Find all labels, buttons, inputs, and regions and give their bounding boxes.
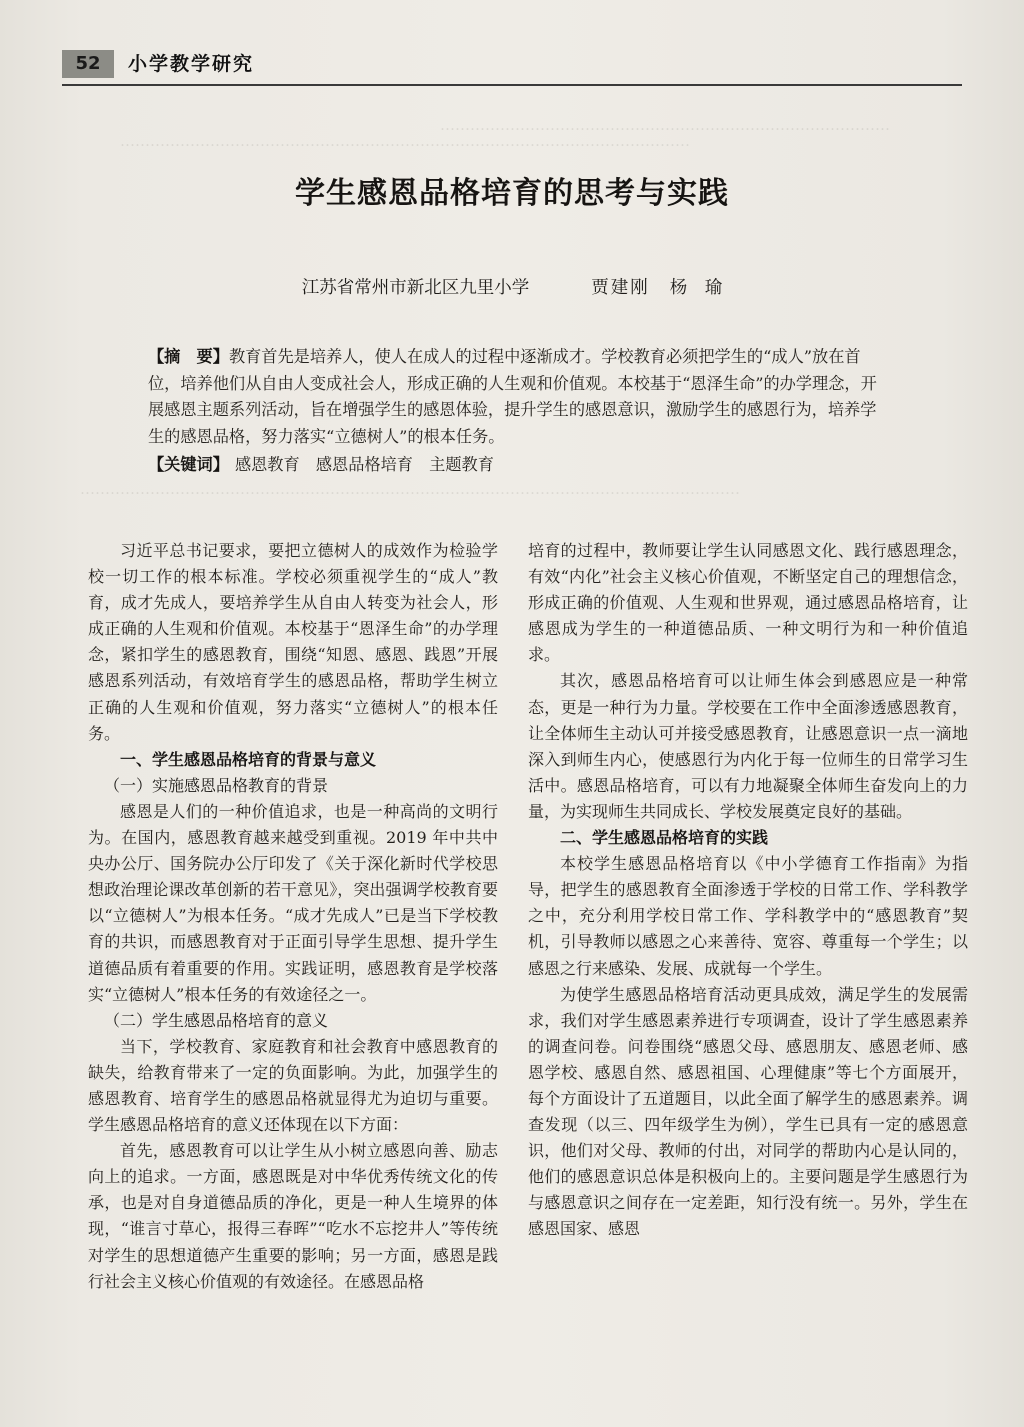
paragraph: 其次，感恩品格培育可以让师生体会到感恩应是一种常态，更是一种行为力量。学校要在工作中全面渗透感恩教育，让全体师生主动认可并接受感恩教育，让感恩意识一点一滴地深入到师生内心，使感恩行为内化于每一位师生的日常学习生活中。感恩品格培育，可以有力地凝聚全体师生奋发向上的力量，为实现师生共同成长、学校发展奠定良好的基础。: [528, 671, 968, 821]
section-heading: 一、学生感恩品格培育的背景与意义: [120, 749, 377, 769]
paragraph: 培育的过程中，教师要让学生认同感恩文化、践行感恩理念，有效“内化”社会主义核心价值观，不断坚定自己的理想信念，形成正确的价值观、人生观和世界观，通过感恩品格培育，让感恩成为学生的一种道德品质、一种文明行为和一种价值追求。: [528, 541, 968, 665]
show-through-text: ……………………………………………………………………………………………………: [120, 132, 690, 150]
right-column: [528, 538, 968, 1243]
affiliation: 江苏省常州市新北区九里小学: [301, 278, 530, 298]
paragraph: 为使学生感恩品格培育活动更具成效，满足学生的发展需求，我们对学生感恩素养进行专项调查，设计了学生感恩素养的调查问卷。问卷围绕“感恩父母、感恩朋友、感恩老师、感恩学校、感恩自然、感恩祖国、心理健康”等七个方面展开，每个方面设计了五道题目，以此全面了解学生的感恩素养。调查发现（以三、四年级学生为例），学生已具有一定的感恩意识，他们对父母、教师的付出，对同学的帮助内心是认同的，他们的感恩意识总体是积极向上的。主要问题是学生感恩行为与感恩意识之间存在一定差距，知行没有统一。另外，学生在感恩国家、感恩: [528, 984, 968, 1239]
paragraph: 当下，学校教育、家庭教育和社会教育中感恩教育的缺失，给教育带来了一定的负面影响。为此，加强学生的感恩教育、培育学生的感恩品格就显得尤为迫切与重要。学生感恩品格培育的意义还体现在以下方面：: [88, 1036, 498, 1135]
show-through-text: ……………………………………………………………………………………………………………………: [80, 480, 740, 498]
header-rule: [62, 84, 962, 86]
paragraph: 习近平总书记要求，要把立德树人的成效作为检验学校一切工作的根本标准。学校必须重视学生的“成人”教育，成才先成人，要培养学生从自由人转变为社会人，形成正确的人生观和价值观。本校基于“恩泽生命”的办学理念，紧扣学生的感恩教育，围绕“知恩、感恩、践恩”开展感恩系列活动，有效培育学生的感恩品格，帮助学生树立正确的人生观和价值观，努力落实“立德树人”的根本任务。: [88, 541, 498, 743]
abstract-text: 教育首先是培养人，使人在成人的过程中逐渐成才。学校教育必须把学生的“成人”放在首位，培养他们从自由人变成社会人，形成正确的人生观和价值观。本校基于“恩泽生命”的办学理念，开展感恩主题系列活动，旨在增强学生的感恩体验，提升学生的感恩意识，激励学生的感恩行为，培养学生的感恩品格，努力落实“立德树人”的根本任务。: [148, 347, 877, 446]
subsection-heading: （二）学生感恩品格培育的意义: [104, 1010, 329, 1030]
section-heading: 二、学生感恩品格培育的实践: [560, 828, 769, 848]
page-number: 52: [62, 50, 114, 78]
byline: [0, 274, 1024, 299]
author: 贾建刚: [591, 278, 650, 298]
abstract: [148, 344, 888, 479]
abstract-text-block: [148, 344, 888, 450]
paragraph: 首先，感恩教育可以让学生从小树立感恩向善、励志向上的追求。一方面，感恩既是对中华优秀传统文化的传承，也是对自身道德品质的净化，更是一种人生境界的体现，“谁言寸草心，报得三春晖”“吃水不忘挖井人”等传统对学生的思想道德产生重要的影响；另一方面，感恩是践行社会主义核心价值观的有效途径。在感恩品格: [88, 1141, 498, 1291]
running-header: [62, 46, 962, 86]
keywords-text: 感恩教育 感恩品格培育 主题教育: [234, 455, 494, 474]
subsection-heading: （一）实施感恩品格教育的背景: [104, 775, 329, 795]
abstract-label: 【摘 要】: [148, 347, 229, 366]
left-column: [88, 538, 498, 1295]
show-through-text: ………………………………………………………………………………: [440, 116, 890, 134]
journal-name: 小学教学研究: [128, 53, 255, 75]
keywords-label: 【关键词】: [148, 455, 229, 474]
author: 杨 瑜: [669, 278, 723, 298]
keywords: [148, 452, 888, 479]
paragraph: 本校学生感恩品格培育以《中小学德育工作指南》为指导，把学生的感恩教育全面渗透于学校的日常工作、学科教学之中，充分利用学校日常工作、学科教学中的“感恩教育”契机，引导教师以感恩之心来善待、宽容、尊重每一个学生；以感恩之行来感染、发展、成就每一个学生。: [528, 854, 968, 978]
article-title: 学生感恩品格培育的思考与实践: [295, 176, 729, 211]
paragraph: 感恩是人们的一种价值追求，也是一种高尚的文明行为。在国内，感恩教育越来越受到重视。2019 年中共中央办公厅、国务院办公厅印发了《关于深化新时代学校思想政治理论课改革创新的若干意见》，突出强调学校教育要以“立德树人”为根本任务。“成才先成人”已是当下学校教育的共识，而感恩教育对于正面引导学生思想、提升学生道德品质有着重要的作用。实践证明，感恩教育是学校落实“立德树人”根本任务的有效途径之一。: [88, 801, 498, 1004]
